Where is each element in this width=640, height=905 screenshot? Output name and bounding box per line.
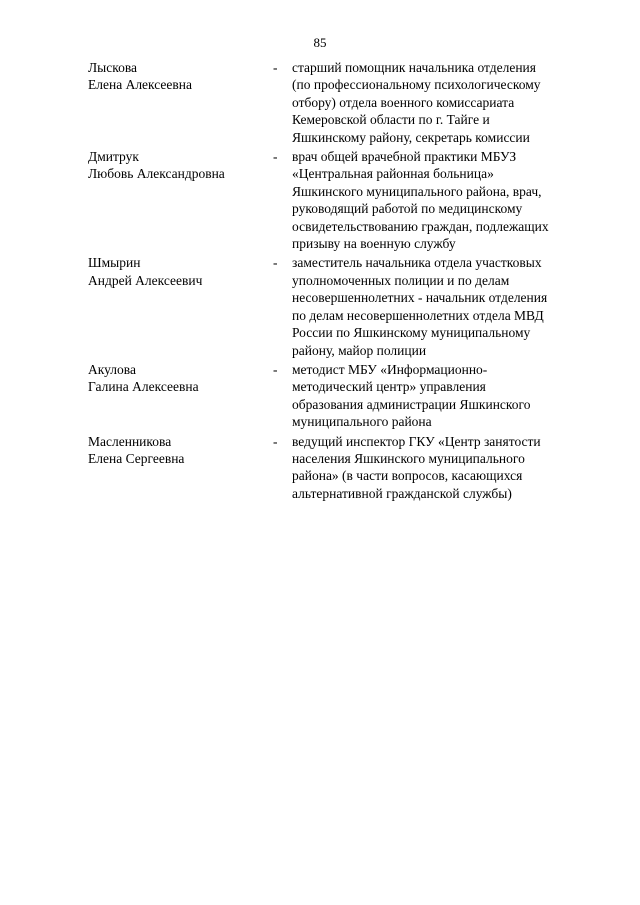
position-line: «Центральная районная больница» [292, 166, 494, 182]
member-given-name: Галина Алексеевна [88, 379, 199, 395]
position-line: методический центр» управления [292, 379, 486, 395]
position-line: по делам несовершеннолетних отдела МВД [292, 307, 544, 323]
member-entry-akulova [0, 361, 640, 431]
member-position [292, 254, 592, 358]
member-list [0, 59, 640, 504]
position-line: методист МБУ «Информационно- [292, 361, 488, 377]
member-given-name: Елена Сергеевна [88, 450, 185, 466]
position-line: (по профессиональному психологическому [292, 77, 541, 93]
separator-dash: - [273, 60, 278, 75]
member-given-name: Любовь Александровна [88, 166, 225, 182]
member-name [88, 59, 268, 94]
member-name [88, 361, 268, 396]
position-line: врач общей врачебной практики МБУЗ [292, 149, 517, 165]
member-position [292, 433, 592, 503]
position-line: призыву на военную службу [292, 236, 456, 252]
position-line: руководящий работой по медицинскому [292, 201, 523, 217]
member-name [88, 254, 268, 289]
position-line: населения Яшкинского муниципального [292, 450, 525, 466]
member-surname: Масленникова [88, 433, 172, 449]
separator-dash: - [273, 255, 278, 271]
member-position [292, 59, 592, 146]
member-given-name: Елена Алексеевна [88, 77, 192, 93]
position-line: альтернативной гражданской службы) [292, 485, 512, 501]
member-surname: Акулова [88, 361, 136, 377]
member-surname: Шмырин [88, 255, 141, 271]
position-line: образования администрации Яшкинского [292, 396, 531, 412]
member-name [88, 148, 268, 183]
member-surname: Дмитрук [88, 149, 139, 165]
member-given-name: Андрей Алексеевич [88, 272, 203, 288]
position-line: Яшкинского муниципального района, врач, [292, 183, 542, 199]
position-line: заместитель начальника отдела участковых [292, 255, 542, 271]
member-entry-shmyrin [0, 254, 640, 358]
member-name [88, 433, 268, 468]
position-line: освидетельствованию граждан, подлежащих [292, 218, 549, 234]
member-surname: Лыскова [88, 60, 138, 75]
member-position [292, 361, 592, 431]
position-line: Кемеровской области по г. Тайге и [292, 112, 490, 128]
page-number: 85 [313, 35, 327, 50]
member-position [292, 148, 592, 252]
position-line: муниципального района [292, 414, 432, 430]
position-line: России по Яшкинскому муниципальному [292, 325, 531, 341]
position-line: ведущий инспектор ГКУ «Центр занятости [292, 433, 541, 449]
member-entry-dmitruk [0, 148, 640, 252]
position-line: отбору) отдела военного комиссариата [292, 94, 515, 110]
position-line: Яшкинскому району, секретарь комиссии [292, 129, 530, 145]
position-line: района» (в части вопросов, касающихся [292, 468, 523, 484]
position-line: району, майор полиции [292, 342, 427, 358]
position-line: старший помощник начальника отделения [292, 60, 536, 75]
member-entry-lyskova [0, 59, 640, 146]
separator-dash: - [273, 149, 278, 165]
separator-dash: - [273, 361, 278, 377]
member-entry-maslennikova [0, 433, 640, 503]
position-line: несовершеннолетних - начальник отделения [292, 290, 548, 306]
separator-dash: - [273, 433, 278, 449]
position-line: уполномоченных полиции и по делам [292, 272, 510, 288]
